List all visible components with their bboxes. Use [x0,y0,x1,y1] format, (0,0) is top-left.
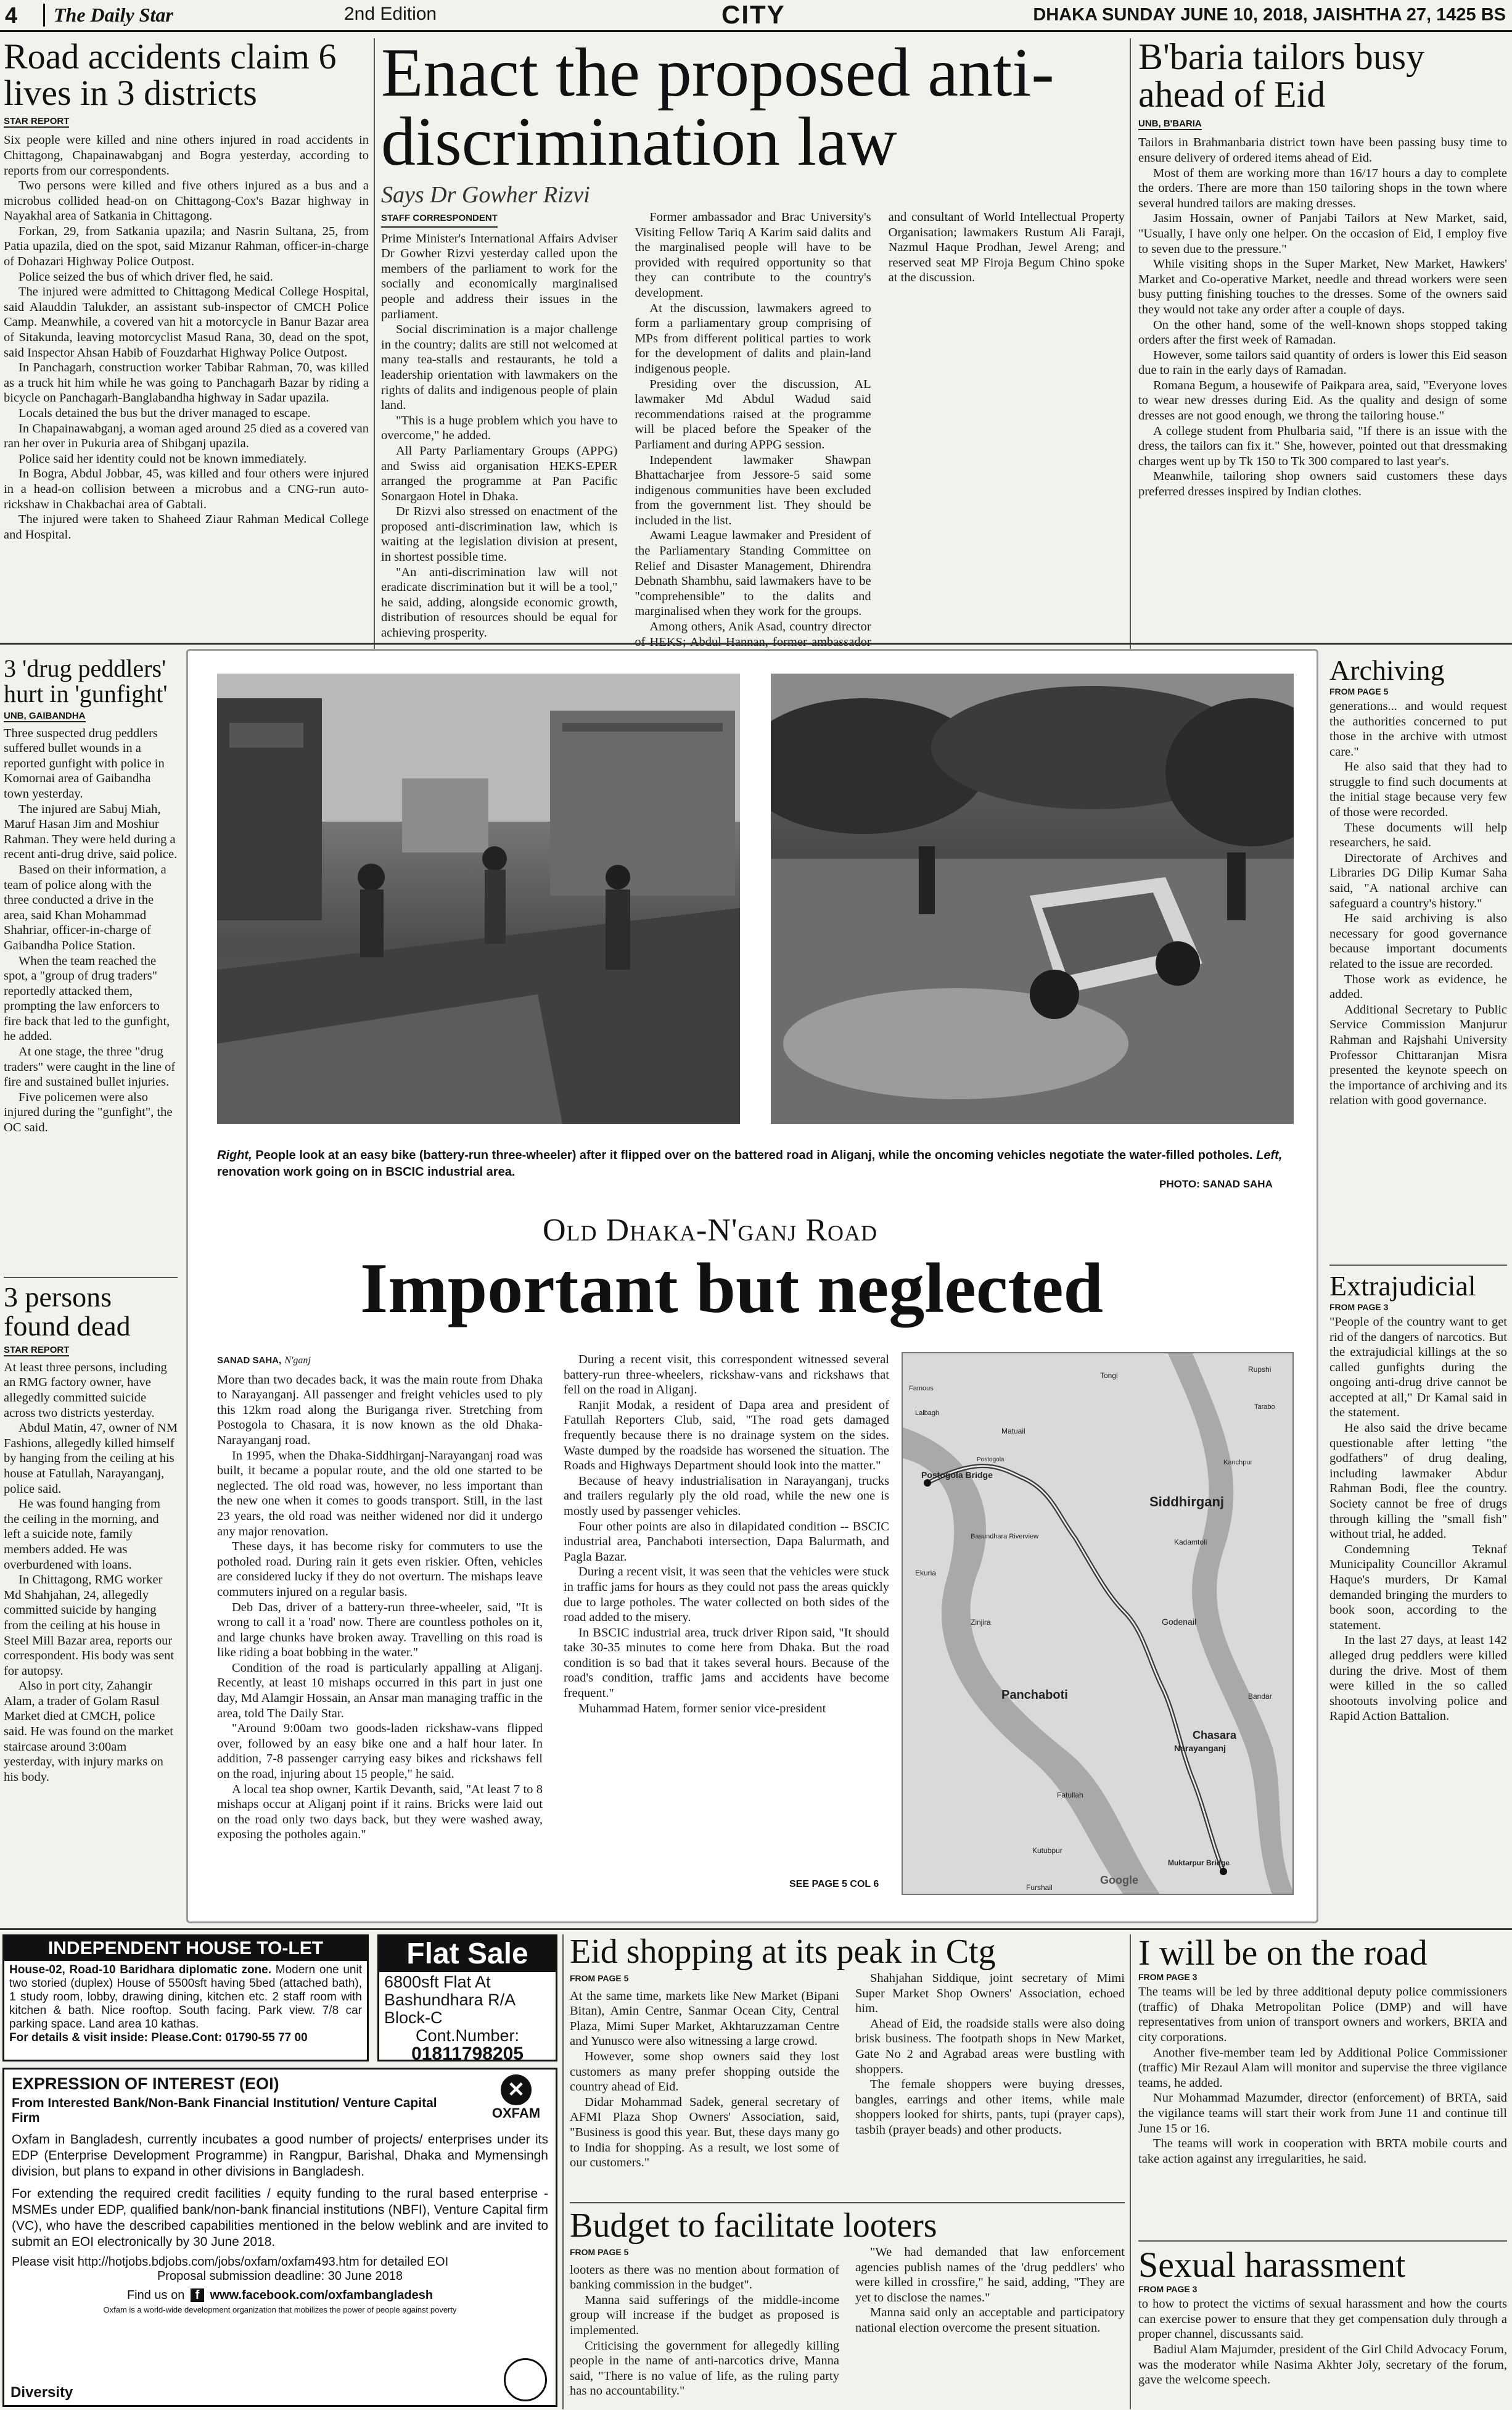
map-label: Tarabo [1254,1403,1275,1411]
ad-line: Bashundhara R/A [384,1991,516,2009]
paragraph: to how to protect the victims of sexual harassment and how the courts can exercise power to ensure that they get compensation duly through a proper channel, discussants said. [1138,2297,1507,2342]
byline: UNB, B'BARIA [1138,118,1202,130]
story-body [570,1971,1125,2181]
paragraph: Forkan, 29, from Satkania upazila; and Nasrin Sultana, 25, from Patia upazila, died on the spot, said Mizanur Rahman, officer-in-charge of Dohazari Highway Police Outpost. [4,224,369,269]
eid-shopping-story [570,1934,1125,2193]
ad-phone: 01811798205 [411,2044,524,2064]
paragraph: When the team reached the spot, a "group of drug traders" reportedly attacked them, prompting the law enforcers to fire back that led to the gunfight, he added. [4,954,170,1044]
route-end-marker [1220,1868,1227,1875]
eoi-footer: Diversity [10,2384,73,2401]
section-name: CITY [721,0,786,29]
ad-title: Flat Sale [379,1936,556,1972]
map-label: Kadamtoli [1174,1538,1207,1546]
paragraph: Deb Das, driver of a battery-run three-wheeler, said, "It is wrong to call it a 'road' now. There are countless potholes on it, and large chunks have broken away. Travelling on this road is like riding a boat bobbing in the water." [217,1600,543,1660]
byline: STAR REPORT [4,1344,70,1355]
paragraph: The teams will be led by three additional deputy police commissioners (traffic) of Dhaka Metropolitan Police (DMP) and will have representatives from union of transport owners and workers, BRTA and city corporations. [1138,1985,1507,2044]
photo-renovation [217,674,740,1124]
map-label: Famous [909,1385,934,1392]
from-page: FROM PAGE 3 [1329,1302,1389,1312]
paragraph: In BSCIC industrial area, truck driver Ripon said, "It should take 30-35 minutes to come here from Dhaka. But the road condition is so bad that it takes several hours. Because of the road's condition, traffic jams and accidents have become frequent." [564,1625,889,1701]
map-graphic [903,1353,1294,1895]
paragraph: Social discrimination is a major challenge in the country; dalits are still not welcomed at many tea-stalls and restaurants, he told a leadership orientation with lawmakers on the rights of dalits and indigenous people of plain land. [381,323,618,413]
photo-credit: PHOTO: SANAD SAHA [1159,1178,1273,1190]
paragraph: The injured were admitted to Chittagong Medical College Hospital, said Alauddin Talukder, an assistant sub-inspector of CMCH Police Camp. Meanwhile, a covered van hit a motorcycle in Banur Bazar area of Sitakunda, leaving motorcyclist Masud Rana, 30, dead on the spot, said Inspector Ahsan Habib of Fouzdarhat Highway Police Outpost. [4,285,369,360]
map-label: Siddhirganj [1149,1494,1224,1509]
from-page: FROM PAGE 3 [1138,2284,1198,2295]
paragraph: The teams will work in cooperation with BRTA mobile courts and take action against any irregularities, he said. [1138,2137,1507,2166]
paragraph: Condemning Teknaf Municipality Councillor Akramul Haque's murders, Dr Kamal demanded bringing the murders to book soon, according to the statement. [1329,1542,1507,1632]
paragraph: In Chapainawabganj, a woman aged around 25 died as a covered van ran her over in Pukuria area of Shibganj upazila. [4,421,369,451]
story-body [1138,135,1507,499]
headline: Eid shopping at its peak in Ctg [570,1933,996,1971]
map-watermark: Google [1100,1874,1138,1886]
paragraph: He also said that they had to struggle to find such documents at the initial stage because very few of those were recorded. [1329,760,1507,820]
paragraph: Former ambassador and Brac University's Visiting Fellow Tariq A Karim said dalits and the marginalised people will have to be provided with required opportunity so that they can contribute to the country's development. [635,210,871,300]
paragraph: Manna said sufferings of the middle-income group will increase if the budget as proposed is implemented. [570,2293,839,2338]
headline: Enact the proposed anti-discrimination law [381,35,1054,180]
from-page: FROM PAGE 5 [570,1973,629,1984]
paragraph: In Bogra, Abdul Jobbar, 45, was killed and four others were injured in a head-on collision between a microbus and a CNG-run auto-rickshaw in Chakbachai area of Gabtali. [4,467,369,511]
archiving-story [1329,656,1507,1273]
paragraph: In Chittagong, RMG worker Md Shahjahan, 24, allegedly committed suicide by hanging from the ceiling at his house in Steel Mill Bazar area, reports our correspondent. His body was sent for autopsy. [4,1573,175,1678]
map-label: Panchaboti [1001,1688,1068,1702]
eoi-deadline: Proposal submission deadline: 30 June 2018 [157,2269,403,2283]
byline-line [217,1352,543,1369]
ad-title: INDEPENDENT HOUSE TO-LET [4,1936,367,1961]
paragraph: Tailors in Brahmanbaria district town have been passing busy time to ensure delivery of ordered items ahead of Eid. [1138,136,1507,165]
paragraph: Also in port city, Zahangir Alam, a trader of Golam Rasul Market died at CMCH, police said. He was found on the market staircase around 3:00am yesterday, with injury marks on his body. [4,1679,173,1784]
paragraph: generations... and would request the authorities concerned to put those in the archive with utmost care." [1329,699,1507,759]
jump-line: SEE PAGE 5 COL 6 [789,1879,879,1889]
eoi-para: Oxfam in Bangladesh, currently incubates a good number of projects/ enterprises under its EDP (Enterprise Development Programme) in Rangpur, Barishal, Dhaka and Mymensingh division, but plans to expand in other divisions in Bangladesh. [12,2132,548,2179]
paragraph: The female shoppers were buying dresses, bangles, earrings and other items, while male shoppers looked for shirts, pants, tupi (prayer caps), tasbih (prayer beads) and other products. [855,2078,1125,2137]
paragraph: In 1995, when the Dhaka-Siddhirganj-Narayanganj road was built, it became a popular route, and the old one started to be neglected. The old road was, however, no less important than the new one when it comes to goods transport. Still, in the last 23 years, the old road was neither widened nor did it undergo any major renovation. [217,1448,543,1538]
ad-text: Modern one unit two storied (duplex) House of 5500sft having 5bed (attached bath), 1 study room, lobby, drawing dining, kitchen etc. 2 staff room with kitchen & bath. Nice rooftop. South facing. Park view. 7/8 car parking space. Land area 10 kathas. [9,1963,363,2031]
oxfam-logo-icon: ✕ [501,2074,532,2105]
caption-lead-left: Left, [1256,1149,1283,1162]
eoi-para: For extending the required credit facilities / equity funding to the rural based enterprise -MSMEs under EDP, qualified bank/non-bank financial institutions (NBFI), Venture Capital firm (VC), who have the described capabilities mentioned in the below weblink and are invited to submit an EOI electronically by 30 June 2018. [12,2187,548,2249]
paper-name: The Daily Star [43,4,173,27]
road-accidents-story [4,38,369,655]
map-label: Ekuria [915,1569,937,1577]
paragraph: More than two decades back, it was the main route from Dhaka to Narayanganj. All passenger and freight vehicles used to ply this 12km road along the Buriganga river. Stretching from Postogola to Chasara, it is now known as the old Dhaka-Narayanganj road. [217,1372,543,1447]
paragraph: Awami League lawmaker and President of the Parliamentary Standing Committee on Relief and Disaster Management, Dhirendra Debnath Shambhu, said lawmakers have to be "comprehensible" to the dalits and marginalised when they work for the groups. [635,529,871,619]
edition: 2nd Edition [344,4,437,24]
facebook-icon: f [191,2288,204,2302]
paragraph: Directorate of Archives and Libraries DG Dilip Kumar Saha said, "A national archive can safeguard a country's history." [1329,851,1507,910]
story-body [381,210,1125,660]
map-label: Muktarpur Bridge [1168,1859,1230,1867]
paragraph: The injured were taken to Shaheed Ziaur Rahman Medical College and Hospital. [4,513,369,542]
paragraph: Those work as evidence, he added. [1329,972,1507,1002]
paragraph: Five policemen were also injured during the "gunfight", the OC said. [4,1090,173,1135]
paragraph: "This is a huge problem which you have to overcome," he added. [381,413,618,443]
paragraph: Two persons were killed and five others injured as a bus and a microbus collided head-on on Chittagong-Cox's Bazar highway in Nayakhal area of Satkania in Chittagong. [4,179,369,223]
paragraph: Among others, Anik Asad, country director of HEKS; Abdul Hannan, former ambassador and consultant of World Intellectual Property Organisation; lawmakers Rustum Ali Faraji, Nazmul Haque Prodhan, Jewel Areng; and reserved seat MP Firoja Begum Chino spoke at the discussion. [635,210,1125,649]
photo-scene [217,674,740,1124]
paragraph: Based on their information, a team of police along with the three conducted a drive in the area, said Khan Mohammad Shahriar, officer-in-charge of Gaibandha Police Station. [4,862,166,952]
paragraph: Prime Minister's International Affairs Adviser Dr Gowher Rizvi yesterday called upon the members of the parliament to work for the socially and economically marginalised people and address their issues in the parliament. [381,231,618,321]
map-label: Chasara [1193,1729,1237,1741]
paragraph: Ahead of Eid, the roadside stalls were also doing brisk business. The footpath shops in New Market, Gate No 2 and Agrabad areas were bustling with shoppers. [855,2016,1125,2076]
headline: Archiving [1329,654,1445,686]
paragraph: Presiding over the discussion, AL lawmaker Md Abdul Wadud said recommendations raised at the programme will be placed before the Speaker of the Parliament and during APPG session. [635,377,871,452]
caption-right: People look at an easy bike (battery-run three-wheeler) after it flipped over on the battered road in Aliganj, while the oncoming vehicles negotiate the water-filled potholes. [252,1149,1257,1162]
byline: STAR REPORT [4,116,70,127]
ad-flat-sale [377,1934,557,2064]
masthead [0,0,1512,32]
paragraph: Another five-member team led by Additional Police Commissioner (traffic) Mir Rezaul Alam will monitor and supervise the three vigilance teams, he added. [1138,2045,1507,2090]
byline: SANAD SAHA, [217,1355,282,1366]
find-us-label: Find us on [126,2288,185,2302]
map-label: Narayanganj [1174,1743,1226,1753]
ad-lead: House-02, Road-10 Baridhara diplomatic zone. [9,1963,272,1976]
map-label: Postogola [977,1456,1005,1463]
paragraph: "An anti-discrimination law will not eradicate discrimination but it will be a tool," he said, adding, alongside economic growth, distribution of resources should be equal for achieving prosperity. [381,565,618,640]
story-body [570,2245,1125,2399]
drug-peddlers-story [4,656,178,1273]
extrajudicial-story [1329,1265,1507,1925]
headline: 3 'drug peddlers' hurt in 'gunfight' [4,654,168,708]
found-dead-story [4,1277,178,1925]
ad-contact: For details & visit inside: Please.Cont: 01790-55 77 00 [9,2031,308,2044]
paragraph: He said archiving is also necessary for good governance because important documents related to the issue are recorded. [1329,912,1507,971]
paragraph: Criticising the government for allegedly killing people in the name of anti-narcotics drive, Manna said, "There is no value of life, as the ruling party has no accountability." [570,2338,839,2398]
story-body [4,1360,178,1785]
paragraph: Meanwhile, tailoring shop owners said customers these days preferred dresses inspired by Indian clothes. [1138,469,1507,499]
paragraph: A local tea shop owner, Kartik Devanth, said, "At least 7 to 8 mishaps occur at Aliganj point if it rains. Bricks were laid out on the road only two days back, but they were washed away, exposing the potholes again." [217,1782,543,1842]
paragraph: The injured are Sabuj Miah, Maruf Hasan Jim and Moshiur Rahman. They were held during a recent anti-drug drive, said police. [4,802,178,862]
paragraph: In the last 27 days, at least 142 alleged drug peddlers were killed during the drive. Most of them were killed in the so called shootouts involving police and Rapid Action Battalion. [1329,1633,1507,1723]
paragraph: Three suspected drug peddlers suffered bullet wounds in a reported gunfight with police in Komornai area of Gaibandha town yesterday. [4,726,165,801]
map-label: Basundhara Riverview [971,1533,1039,1540]
paragraph: However, some tailors said quantity of orders is lower this Eid season due to rain in the early days of Ramadan. [1138,348,1507,378]
paragraph: At the same time, markets like New Market (Bipani Bitan), Amin Centre, Sanmar Ocean City, Central Plaza, Mimi Super Market, Akhtaruzzaman Centre and Yunusco were also witnessing a large crowd. [570,1989,839,2049]
ad-line: Block-C [384,2008,443,2027]
map-label: Matuail [1001,1427,1025,1435]
caption-left: renovation work going on in BSCIC industrial area. [217,1165,516,1179]
map-label: Kutubpur [1032,1846,1062,1855]
headline: Road accidents claim 6 lives in 3 districts [4,36,337,113]
headline: Important but neglected [360,1249,1104,1328]
byline: UNB, GAIBANDHA [4,710,86,721]
paragraph: These days, it has become risky for commuters to use the potholed road. During rain it gets even riskier. Often, vehicles are considered lucky if they do not overturn. The mishaps leave commuters injured on a regular basis. [217,1540,543,1599]
paragraph: "People of the country want to get rid of the dangers of narcotics. But the extrajudicial killings at the so called gunfights during the ongoing anti-drug drive cannot be accepted at all," Dr Kamal said in the statement. [1329,1314,1507,1420]
map-label: Kanchpur [1223,1459,1253,1466]
paragraph: On the other hand, some of the well-known shops stopped taking orders after the first week of Ramadan. [1138,318,1507,347]
paragraph: Locals detained the bus but the driver managed to escape. [18,406,311,420]
paragraph: "We had demanded that law enforcement agencies publish names of the 'drug peddlers' who were killed in crossfire," he said, adding, "They are yet to disclose the names." [855,2245,1125,2305]
map-label: Tongi [1100,1371,1118,1380]
photo-scene [771,674,1294,1124]
tailors-story [1138,38,1507,655]
paragraph: Condition of the road is particularly appalling at Aliganj. Recently, at least 10 mishaps occurred in this part in just one day, Md Alamgir Hossain, an Ansar man managing traffic in the area, told The Daily Star. [217,1661,543,1720]
paragraph: Badiul Alam Majumder, president of the Girl Child Advocacy Forum, was the moderator while Nasima Akhter Joly, secretary of the forum, gave the welcome speech. [1138,2342,1507,2387]
paragraph: These documents will help researchers, he said. [1329,820,1507,850]
paragraph: At least three persons, including an RMG factory owner, have allegedly committed suicide across two districts yesterday. [4,1360,167,1420]
paragraph: Abdul Matin, 47, owner of NM Fashions, allegedly killed himself by hanging from the ceiling at his house at Fatullah, Narayanganj, police said. [4,1421,178,1496]
subhead: Says Dr Gowher Rizvi [381,182,590,208]
eoi-social [4,2284,556,2303]
paragraph: While visiting shops in the Super Market, New Market, Hawkers' Market and Co-operative Market, needle and thread workers were seen busy putting finishing touches to the dresses. Some of the owners said they would not take any order after a couple of days. [1138,257,1507,316]
map-label: Bandar [1248,1692,1272,1701]
ad-contact-label: Cont.Number: [415,2026,520,2045]
paragraph: Dr Rizvi also stressed on enactment of the proposed anti-discrimination law, which is waiting at the legislation division at present, in shortest possible time. [381,505,618,564]
paragraph: He also said the drive became questionable after letting "the godfathers" of drug dealing, including lawmaker Abdur Rahman Bodi, flee the country. Society cannot be free of drugs through killing the "small fish" without trial, he added. [1329,1421,1507,1541]
paragraph: Independent lawmaker Shawpan Bhattacharjee from Jessore-5 said some indigenous communities have been excluded from the government list. They should be included in the list. [635,453,871,527]
photo-caption [217,1147,1294,1181]
paragraph: A college student from Phulbaria said, "If there is an issue with the dress, the tailors can fix it." She, however, pointed out that dressmaking charges went up by Tk 150 to Tk 300 compared to last year's. [1138,424,1507,468]
kicker: Old Dhaka-N'ganj Road [543,1213,878,1248]
paragraph: Additional Secretary to Public Service Commission Manjurur Rahman and Rajshahi University Professor Chittaranjan Misra presented the keynote speech on the importance of archiving and its relation with good governance. [1329,1002,1507,1108]
paragraph: Nur Mohammad Mazumder, director (enforcement) of BRTA, said the vigilance teams will start their work from June 11 and continue till June 15 or 16. [1138,2091,1507,2136]
paragraph: "Around 9:00am two goods-laden rickshaw-vans flipped over, followed by an easy bike one and a half hour later. In addition, 7-8 passenger carrying easy bikes and rickshaws fell on the road, injuring about 15 people," he said. [217,1722,543,1781]
paragraph: looters as there was no mention about formation of banking commission in the budget". [570,2263,839,2292]
paragraph: Muhammad Hatem, former senior vice-president [578,1701,826,1715]
map-label: Zinjira [971,1618,991,1627]
map-label: Fatullah [1057,1791,1083,1799]
route-start-marker [924,1479,931,1487]
from-page: FROM PAGE 5 [1329,686,1389,696]
caption-lead-right: Right, [217,1149,252,1162]
headline: Extrajudicial [1329,1270,1476,1302]
anti-discrimination-story [381,35,1125,655]
budget-story [570,2202,1125,2406]
headline: B'baria tailors busy ahead of Eid [1138,36,1425,115]
story-body [1329,1314,1507,1724]
paragraph: Most of them are working more than 16/17 hours a day to complete the orders. There are more than 150 tailoring shops in the town where several hundred tailors are making dresses. [1138,166,1507,210]
paragraph: Ranjit Modak, a resident of Dapa area and president of Fatullah Reporters Club, said, "The road gets damaged frequently because there is no drainage system on the sides. Waste dumped by the roadside has worsened the situation. The Roads and Highways Department should look into the matter." [564,1398,889,1473]
eoi-link[interactable]: Please visit http://hotjobs.bdjobs.com/jobs/oxfam/oxfam493.htm for detailed EOI [12,2255,449,2269]
map-label: Lalbagh [915,1409,940,1417]
dateline: DHAKA SUNDAY JUNE 10, 2018, JAISHTHA 27, 1425 BS [1033,5,1506,25]
paragraph: Shahjahan Siddique, joint secretary of Mimi Super Market Shop Owners' Association, echoed him. [855,1971,1125,2016]
story-body [1138,1984,1507,2166]
paragraph: However, some shop owners said they lost customers as many prefer shopping outside the country ahead of Eid. [570,2050,839,2094]
oxfam-logo [485,2074,547,2121]
ad-body [379,1972,556,2064]
paragraph: At the discussion, lawmakers agreed to form a parliamentary group comprising of MPs from different political parties to work for the development of dalits and plain-land indigenous people. [635,301,871,376]
paragraph: Manna said only an acceptable and participatory national election overcome the present situation. [855,2306,1125,2335]
paragraph: During a recent visit, this correspondent witnessed several battery-run three-wheelers, rickshaw-vans and rickshaws that fell on the road in Aliganj. [564,1353,889,1397]
paragraph: Police said her identity could not be known immediately. [18,452,307,466]
map-label: Godenail [1162,1617,1197,1627]
paragraph: At one stage, the three "drug traders" were caught in the line of fire and sustained bullet injuries. [4,1045,176,1089]
sexual-harassment-story [1138,2240,1507,2407]
eoi-title: EXPRESSION OF INTEREST (EOI) [12,2074,279,2093]
paragraph: Police seized the bus of which driver fled, he said. [18,270,273,284]
story-body [1329,699,1507,1108]
paragraph: Jasim Hossain, owner of Panjabi Tailors at New Market, said, "Usually, I have only one helper. On the occasion of Eid, I employ five to seven due to the pressure." [1138,212,1507,256]
ad-house-to-let [2,1934,369,2061]
map-label: Postogola Bridge [921,1470,993,1480]
paragraph: Didar Mohammad Sadek, general secretary of AFMI Plaza Shop Owners' Association, said, "Business is good this year. But, these days many go to India for shopping. As a result, we lost some of our customers." [570,2095,839,2170]
eoi-subtitle: From Interested Bank/Non-Bank Financial Institution/ Venture Capital Firm [12,2096,437,2125]
paragraph: Because of heavy industrialisation in Narayanganj, trucks and trailers regularly ply the old road, while the new one is mostly used by passenger vehicles. [564,1474,889,1518]
headline: I will be on the road [1138,1933,1428,1973]
map-label: Furshail [1026,1883,1053,1892]
old-dhaka-story-body [217,1352,889,1870]
headline: Budget to facilitate looters [570,2206,937,2245]
paragraph: In Panchagarh, construction worker Tabibar Rahman, 70, was killed as a truck hit him while he was going to Panchagarh Bazar by riding a bicycle on Panchagarh-Banglabandha highway in Sadar upazila. [4,361,369,405]
map-label: Rupshi [1248,1365,1272,1374]
story-body [4,726,178,1136]
from-page: FROM PAGE 3 [1138,1972,1198,1983]
from-page: FROM PAGE 5 [570,2247,629,2258]
on-the-road-story [1138,1934,1507,2230]
paragraph: Romana Begum, a housewife of Paikpara area, said, "Everyone loves to wear new dresses during Eid. As the quality and design of some dresses are not good enough, we throng the tailoring house." [1138,378,1507,423]
seal-icon [504,2358,547,2401]
story-body [4,133,369,542]
headline: 3 persons found dead [4,1281,131,1342]
photo-flipped-easy-bike [771,674,1294,1124]
paragraph: Six people were killed and nine others injured in road accidents in Chittagong, Chapainawabganj and Bogra yesterday, according to reports from our correspondents. [4,133,369,178]
ad-line: 6800sft Flat At [384,1973,491,1991]
oxfam-wordmark: OXFAM [491,2105,541,2121]
paragraph: During a recent visit, it was seen that the vehicles were stuck in traffic jams for hours as they could not pass the areas quickly due to large potholes. The water collected on both sides of the road added to the misery. [564,1565,889,1625]
paragraph: He was found hanging from the ceiling in the morning, and left a suicide note, family members added. He was overburdened with loans. [4,1497,161,1572]
eoi-tagline: Oxfam is a world-wide development organization that mobilizes the power of people against poverty [103,2305,457,2314]
route-map [902,1352,1294,1895]
facebook-link[interactable]: www.facebook.com/oxfambangladesh [210,2288,433,2302]
story-body [1138,2297,1507,2388]
paragraph: Four other points are also in dilapidated condition -- BSCIC industrial area, Panchaboti intersection, Dapa Balurmath, and Pagla Bazar. [564,1519,889,1564]
byline: STAFF CORRESPONDENT [381,211,498,228]
headline: Sexual harassment [1138,2245,1406,2285]
byline-place: N'ganj [284,1355,311,1366]
page-number: 4 [5,2,18,28]
ad-oxfam-eoi [2,2068,557,2407]
ad-body [4,1961,367,2031]
paragraph: All Party Parliamentary Groups (APPG) and Swiss aid organisation HEKS-EPER arranged the programme at Pan Pacific Sonargaon Hotel in Dhaka. [381,444,618,503]
